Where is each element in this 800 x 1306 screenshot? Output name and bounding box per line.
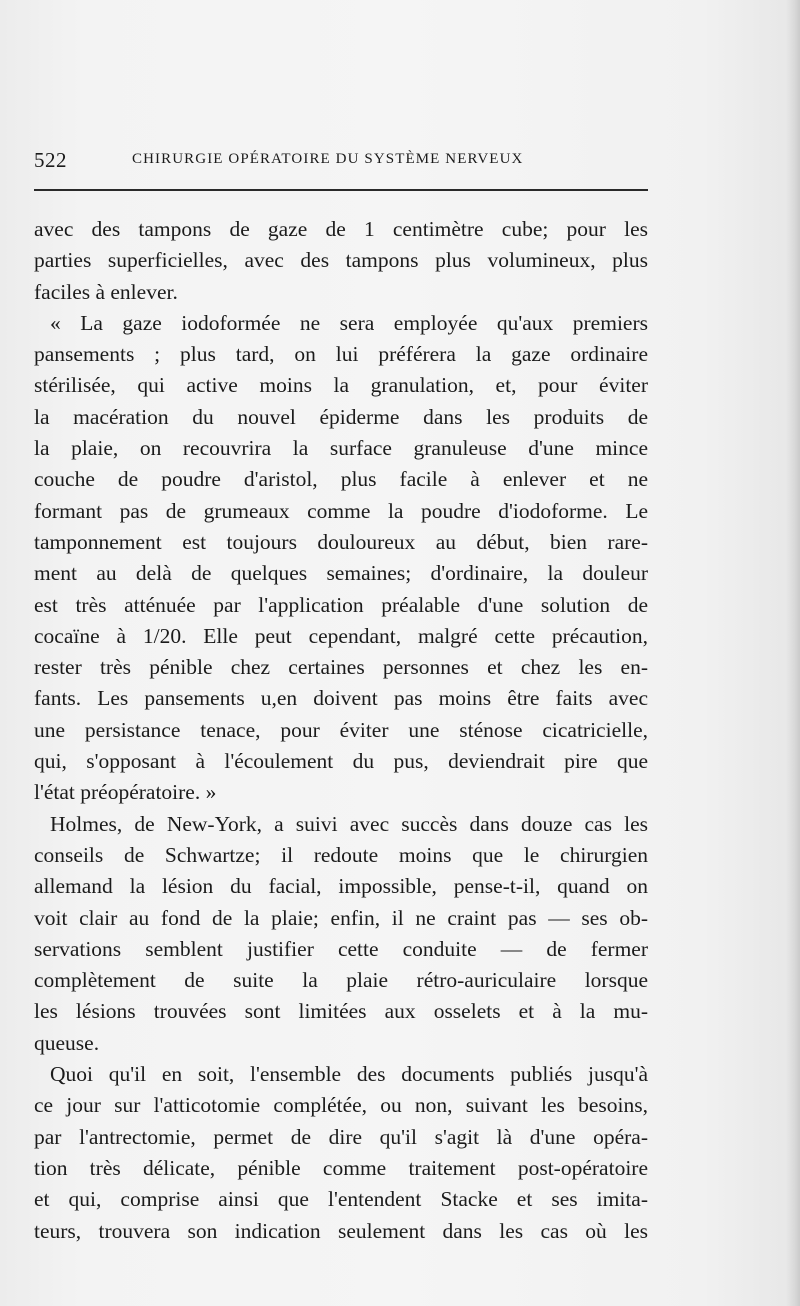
text-line: Holmes, de New-York, a suivi avec succès dans douze cas les: [50, 811, 648, 836]
text-line: cocaïne à 1/20. Elle peut cependant, malgré cette précaution,: [34, 623, 648, 648]
text-line: conseils de Schwartze; il redoute moins que le chirurgien: [34, 842, 648, 867]
text-line: teurs, trouvera son indication seulement dans les cas où les: [34, 1218, 648, 1243]
text-line: complètement de suite la plaie rétro-auriculaire lorsque: [34, 968, 648, 993]
text-line: une persistance tenace, pour éviter une sténose cicatricielle,: [34, 717, 648, 742]
text-line: pansements ; plus tard, on lui préférera la gaze ordinaire: [34, 342, 648, 367]
text-line: ce jour sur l'atticotomie complétée, ou non, suivant les besoins,: [34, 1093, 648, 1118]
text-line: allemand la lésion du facial, impossible, pense-t-il, quand on: [34, 874, 648, 899]
text-line: Quoi qu'il en soit, l'ensemble des documents publiés jusqu'à: [50, 1062, 648, 1087]
body-text: [34, 214, 648, 1247]
text-line: ment au delà de quelques semaines; d'ordinaire, la douleur: [34, 561, 648, 586]
text-line: fants. Les pansements u,en doivent pas moins être faits avec: [34, 686, 648, 711]
page-number: 522: [34, 148, 67, 172]
running-title: CHIRURGIE OPÉRATOIRE DU SYSTÈME NERVEUX: [132, 151, 524, 167]
text-line: les lésions trouvées sont limitées aux osselets et à la mu-: [34, 999, 648, 1024]
text-line: la macération du nouvel épiderme dans les produits de: [34, 404, 648, 429]
text-line: queuse.: [34, 1030, 100, 1055]
text-line: stérilisée, qui active moins la granulation, et, pour éviter: [34, 373, 648, 398]
text-line: « La gaze iodoformée ne sera employée qu'aux premiers: [50, 310, 648, 335]
text-line: l'état préopératoire. »: [34, 780, 217, 805]
text-line: rester très pénible chez certaines personnes et chez les en-: [34, 655, 648, 680]
text-line: qui, s'opposant à l'écoulement du pus, deviendrait pire que: [34, 749, 648, 774]
text-line: par l'antrectomie, permet de dire qu'il s'agit là d'une opéra-: [34, 1124, 648, 1149]
text-line: est très atténuée par l'application préalable d'une solution de: [34, 592, 648, 617]
text-line: formant pas de grumeaux comme la poudre d'iodoforme. Le: [34, 498, 648, 523]
text-line: servations semblent justifier cette conduite — de fermer: [34, 936, 648, 961]
text-line: et qui, comprise ainsi que l'entendent Stacke et ses imita-: [34, 1187, 648, 1212]
text-line: voit clair au fond de la plaie; enfin, il ne craint pas — ses ob-: [34, 905, 648, 930]
text-line: couche de poudre d'aristol, plus facile à enlever et ne: [34, 467, 648, 492]
text-line: parties superficielles, avec des tampons plus volumineux, plus: [34, 248, 648, 273]
header-rule: [34, 189, 648, 191]
page-header: [34, 148, 648, 178]
text-line: tion très délicate, pénible comme traitement post-opératoire: [34, 1155, 648, 1180]
text-line: tamponnement est toujours douloureux au début, bien rare-: [34, 529, 648, 554]
text-line: la plaie, on recouvrira la surface granuleuse d'une mince: [34, 436, 648, 461]
text-line: avec des tampons de gaze de 1 centimètre cube; pour les: [34, 217, 648, 241]
text-line: faciles à enlever.: [34, 279, 178, 304]
page-edge-shadow: [786, 0, 800, 1306]
